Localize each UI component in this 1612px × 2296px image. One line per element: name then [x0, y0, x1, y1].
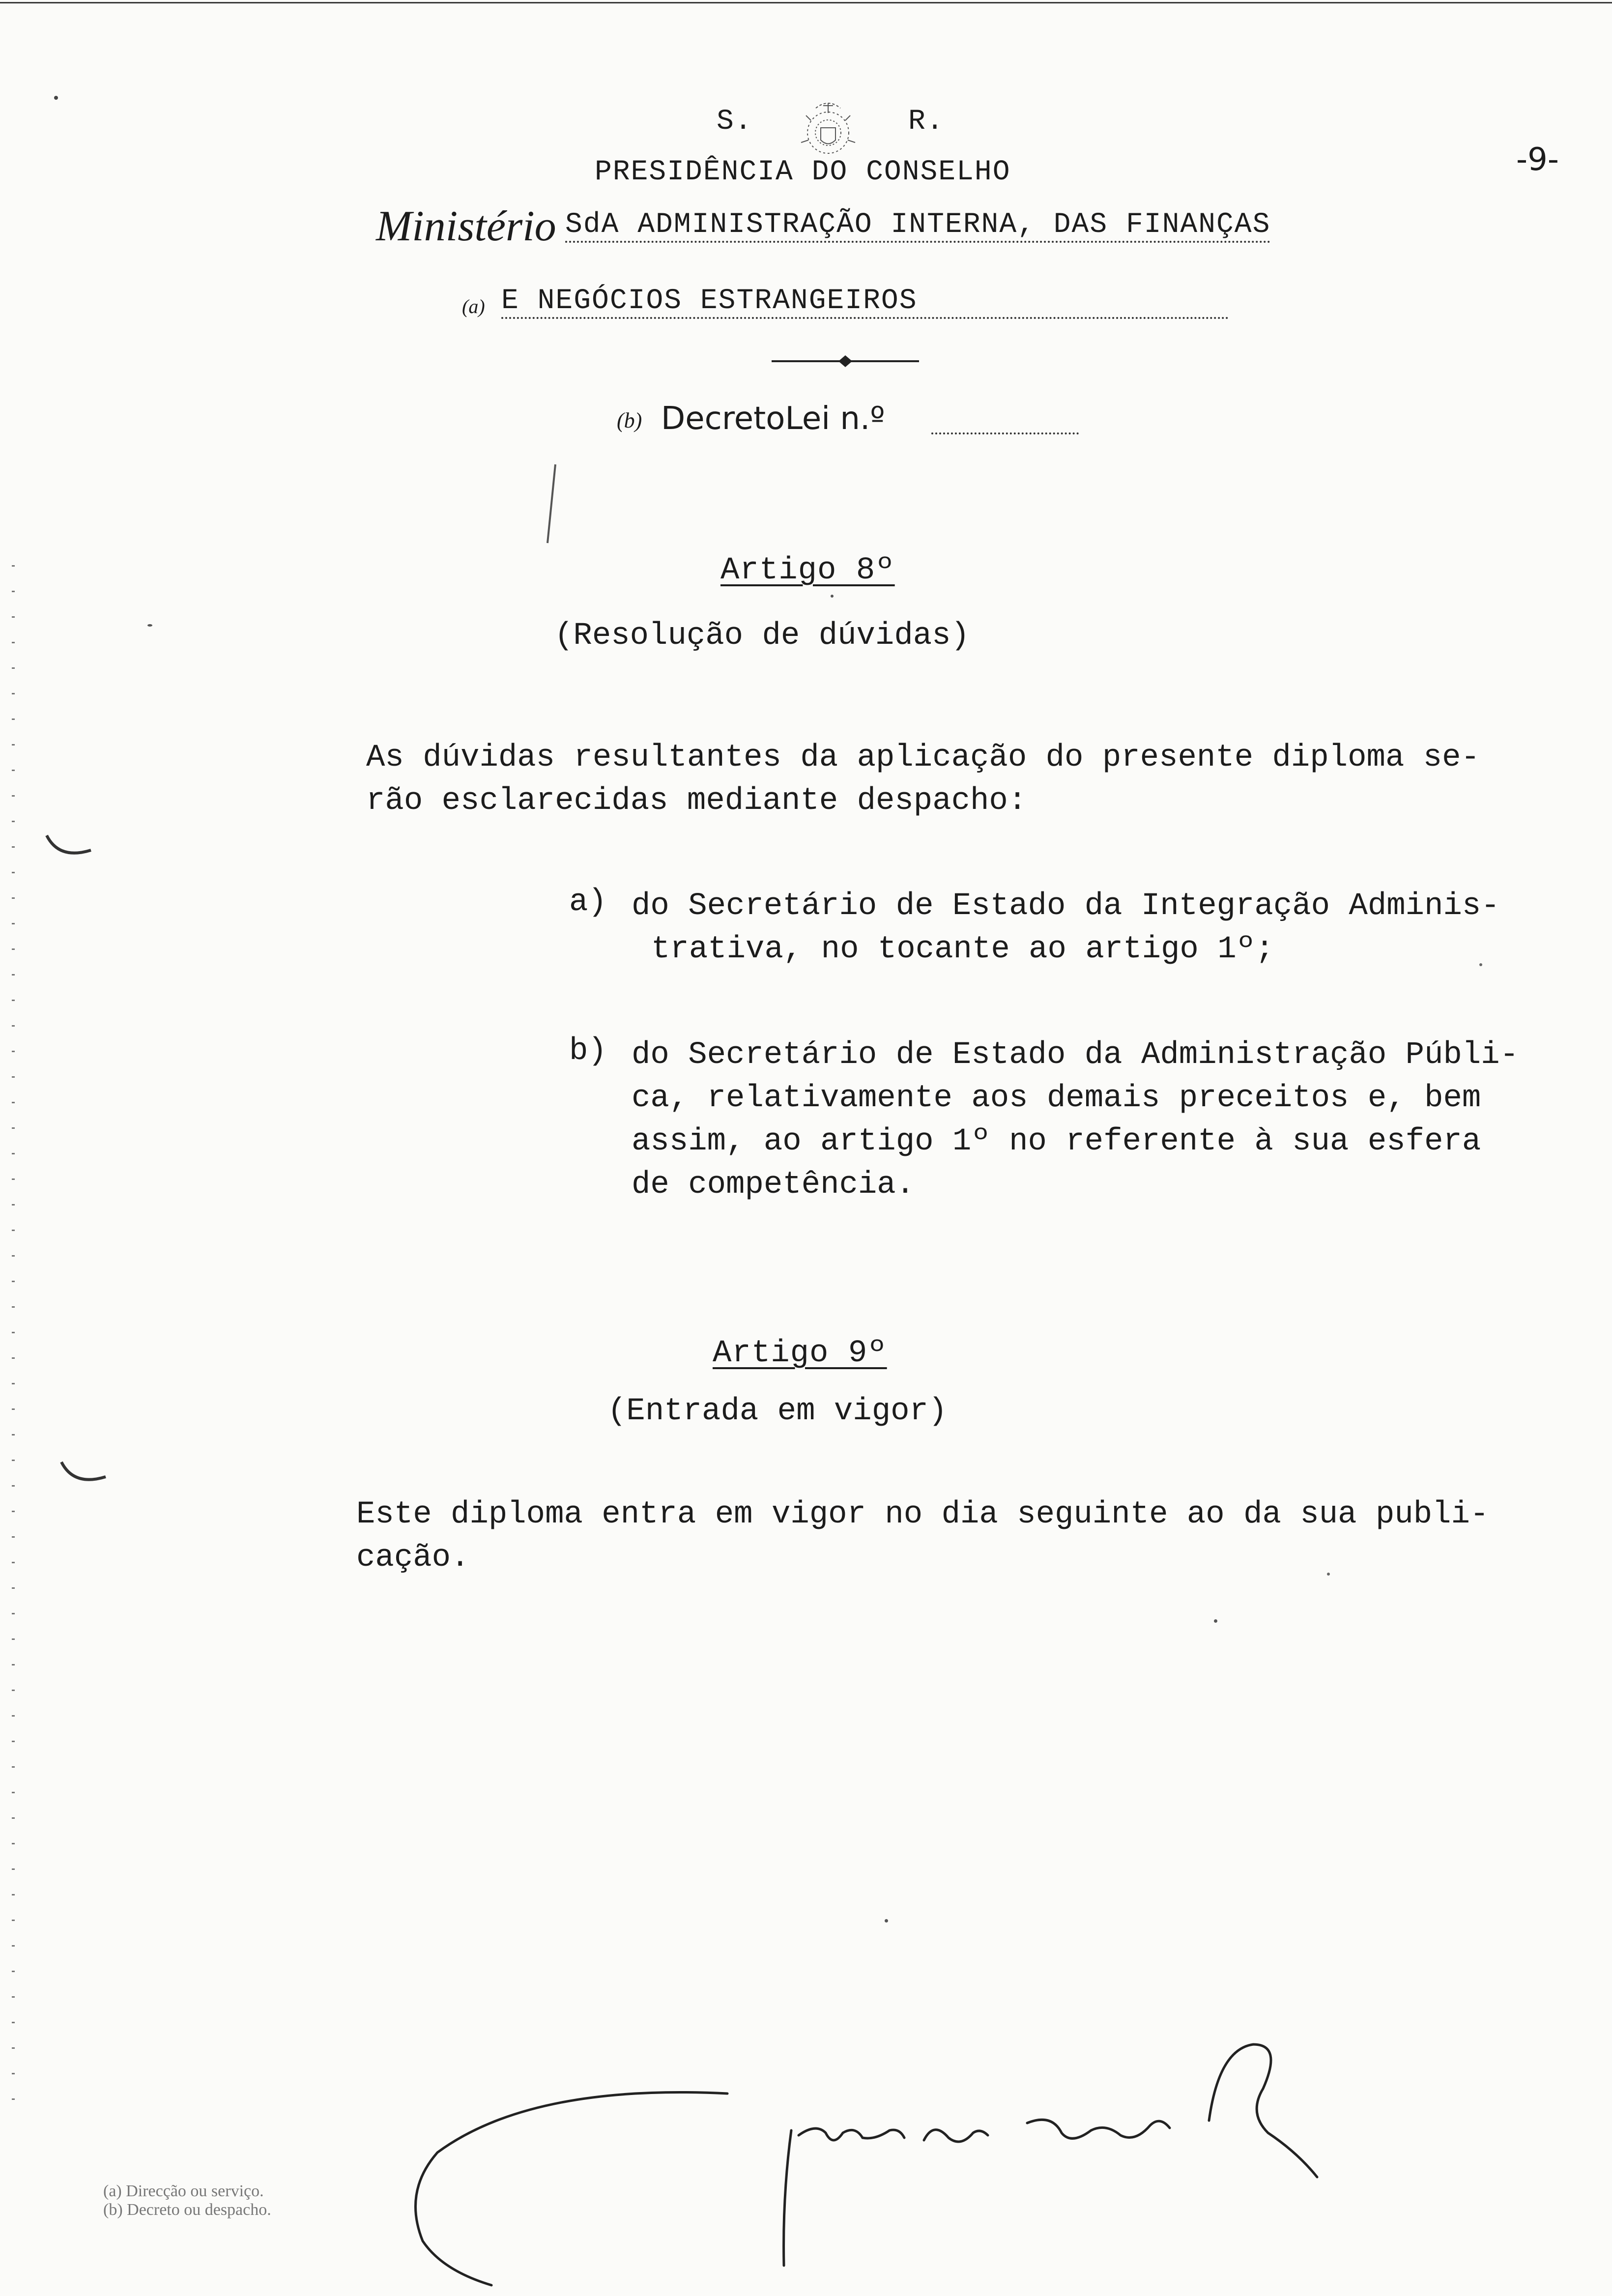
item-b-line: de competência.	[632, 1167, 915, 1203]
item-a-line: do Secretário de Estado da Integração Adminis-	[632, 889, 1500, 924]
footnote-mark-b: (b)	[617, 408, 642, 432]
item-b-line: ca, relativamente aos demais preceitos e, bem	[632, 1081, 1481, 1116]
margin-perforation-mark	[12, 1178, 15, 1180]
margin-perforation-mark	[12, 642, 15, 643]
ministerio-line-2	[501, 285, 1229, 319]
margin-perforation-mark	[12, 693, 15, 694]
margin-perforation-mark	[12, 1485, 15, 1487]
item-b-line: assim, ao artigo 1º no referente à sua esfera	[632, 1124, 1481, 1159]
item-a-text	[632, 885, 1500, 971]
margin-perforation-mark	[12, 1996, 15, 1998]
top-edge-rule	[0, 2, 1612, 3]
speck	[147, 624, 152, 627]
speck	[54, 96, 58, 100]
margin-perforation-mark	[12, 1587, 15, 1589]
margin-perforation-mark	[12, 1741, 15, 1742]
margin-perforation-mark	[12, 795, 15, 797]
ministerio-line-1-text: SdA ADMINISTRAÇÃO INTERNA, DAS FINANÇAS	[565, 209, 1270, 243]
margin-perforation-mark	[12, 846, 15, 848]
margin-perforation-mark	[12, 2098, 15, 2100]
margin-perforation-mark	[12, 1638, 15, 1640]
margin-perforation-mark	[12, 2022, 15, 2023]
speck	[1214, 1619, 1217, 1623]
artigo-9-paragraph-line: cação.	[356, 1540, 470, 1576]
margin-perforation-mark	[12, 872, 15, 873]
margin-bracket-mark	[44, 831, 98, 865]
margin-perforation-mark	[12, 667, 15, 669]
page-number: -9-	[1516, 142, 1559, 178]
artigo-8-paragraph-line: As dúvidas resultantes da aplicação do presente diploma se-	[366, 740, 1480, 775]
margin-perforation-mark	[12, 2047, 15, 2049]
margin-perforation-mark	[12, 1127, 15, 1129]
margin-perforation-mark	[12, 1690, 15, 1691]
margin-perforation-mark	[12, 1664, 15, 1665]
item-b-text	[632, 1033, 1519, 1206]
item-a-letter: a)	[569, 885, 607, 920]
margin-perforation-mark	[12, 1383, 15, 1384]
artigo-9-paragraph	[356, 1493, 1489, 1579]
margin-perforation-mark	[12, 744, 15, 746]
margin-perforation-mark	[12, 821, 15, 822]
margin-perforation-mark	[12, 1434, 15, 1435]
margin-perforation-mark	[12, 1894, 15, 1895]
margin-perforation-mark	[12, 1332, 15, 1333]
margin-perforation-mark	[12, 974, 15, 976]
decreto-lei-label: DecretoLei n.º	[661, 401, 885, 437]
margin-perforation-mark	[12, 1102, 15, 1103]
margin-perforation-mark	[12, 718, 15, 720]
handwritten-signature	[383, 2035, 1440, 2290]
speck	[831, 595, 834, 598]
margin-perforation-mark	[12, 1843, 15, 1844]
legend-line-a: (a) Direcção ou serviço.	[103, 2182, 264, 2200]
ministerio-line-1	[565, 209, 1270, 243]
header-sr-s: S.	[717, 106, 753, 138]
margin-perforation-mark	[12, 1051, 15, 1052]
artigo-9-subtitle: (Entrada em vigor)	[607, 1394, 948, 1429]
artigo-8-paragraph-line: rão esclarecidas mediante despacho:	[366, 783, 1027, 819]
margin-perforation-mark	[12, 616, 15, 618]
margin-perforation-mark	[12, 1920, 15, 1921]
margin-perforation-mark	[12, 1000, 15, 1001]
margin-perforation-mark	[12, 1562, 15, 1563]
margin-perforation-mark	[12, 1511, 15, 1512]
ministerio-label: Ministério	[376, 202, 556, 250]
item-a-line: trativa, no tocante ao artigo 1º;	[651, 932, 1274, 967]
margin-perforation-mark	[12, 1766, 15, 1768]
margin-perforation-mark	[12, 1357, 15, 1359]
presidencia-title: PRESIDÊNCIA DO CONSELHO	[595, 156, 1011, 188]
margin-perforation-mark	[12, 2073, 15, 2074]
margin-perforation-mark	[12, 1281, 15, 1282]
artigo-8-heading: Artigo 8º	[720, 553, 895, 588]
footnote-mark-a: (a)	[462, 295, 485, 317]
speck	[885, 1919, 888, 1923]
item-b-line: do Secretário de Estado da Administração Públi-	[632, 1037, 1519, 1073]
margin-perforation-mark	[12, 1971, 15, 1972]
margin-perforation-mark	[12, 565, 15, 567]
margin-perforation-mark	[12, 1408, 15, 1410]
margin-perforation-mark	[12, 1076, 15, 1078]
margin-perforation-mark	[12, 1715, 15, 1717]
speck	[1479, 963, 1482, 966]
margin-perforation-mark	[12, 1306, 15, 1308]
pencil-stroke-mark	[541, 462, 560, 545]
margin-perforation-mark	[12, 923, 15, 924]
margin-perforation-mark	[12, 1230, 15, 1231]
margin-perforation-mark	[12, 1536, 15, 1538]
margin-perforation-mark	[12, 1817, 15, 1819]
margin-perforation-mark	[12, 897, 15, 899]
margin-bracket-mark	[59, 1457, 113, 1492]
margin-perforation-mark	[12, 591, 15, 592]
margin-perforation-mark	[12, 1868, 15, 1870]
margin-perforation-mark	[12, 1153, 15, 1154]
artigo-8-subtitle: (Resolução de dúvidas)	[554, 618, 970, 654]
header-sr-r: R.	[908, 106, 945, 138]
ornament-divider	[772, 351, 919, 371]
margin-perforation-mark	[12, 1792, 15, 1793]
margin-perforation-mark	[12, 1025, 15, 1027]
artigo-9-paragraph-line: Este diploma entra em vigor no dia seguinte ao da sua publi-	[356, 1497, 1489, 1532]
margin-perforation-mark	[12, 1613, 15, 1614]
margin-perforation-mark	[12, 1255, 15, 1257]
artigo-9-heading: Artigo 9º	[713, 1336, 887, 1371]
margin-perforation-mark	[12, 1460, 15, 1461]
margin-perforation-mark	[12, 1204, 15, 1205]
margin-perforation-mark	[12, 948, 15, 950]
artigo-8-paragraph	[366, 736, 1480, 823]
item-b-letter: b)	[569, 1033, 607, 1069]
speck	[1327, 1573, 1330, 1576]
footnote-legend	[103, 2182, 271, 2219]
decreto-number-blank	[931, 432, 1079, 434]
margin-perforation-mark	[12, 770, 15, 771]
ministerio-line-2-text: E NEGÓCIOS ESTRANGEIROS	[501, 285, 1229, 319]
legend-line-b: (b) Decreto ou despacho.	[103, 2201, 271, 2219]
margin-perforation-mark	[12, 1945, 15, 1947]
